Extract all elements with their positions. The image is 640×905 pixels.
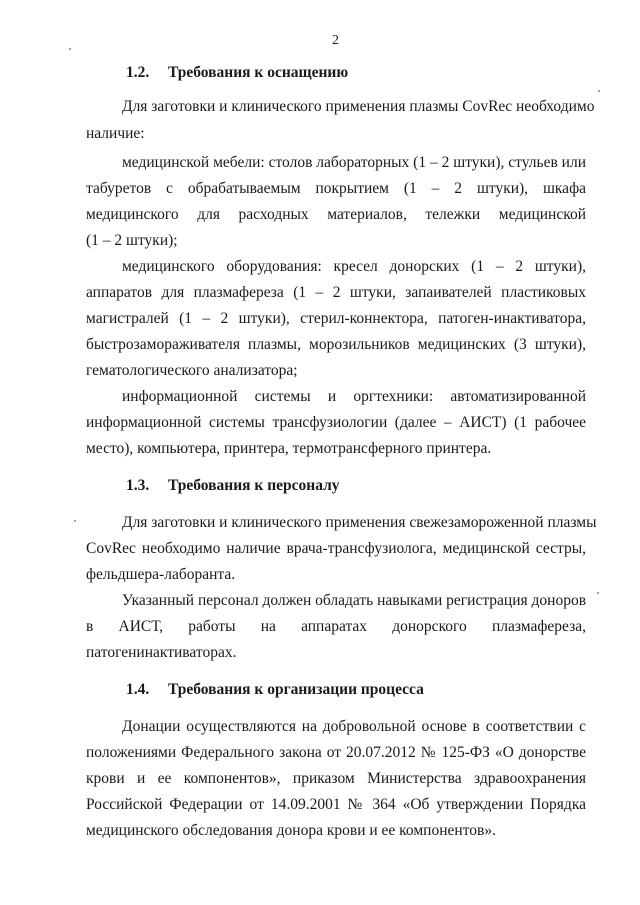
paragraph-line: медицинского обследования донора крови и ее компонентов». <box>86 822 496 839</box>
paragraph-line: табуретов с обрабатываемым покрытием (1 – 2 штуки), шкафа <box>86 180 586 197</box>
paragraph-line: гематологического анализатора; <box>86 362 298 379</box>
paragraph-line: фельдшера-лаборанта. <box>86 566 236 583</box>
section-title: Требования к оснащению <box>168 64 349 81</box>
paragraph-line: медицинского оборудования: кресел донорских (1 – 2 штуки), <box>122 258 586 275</box>
paragraph-line: место), компьютера, принтера, термотрансферного принтера. <box>86 440 492 457</box>
paragraph-line: (1 – 2 штуки); <box>86 232 178 249</box>
section-title: Требования к организации процесса <box>168 681 424 698</box>
section-heading-1-3 <box>126 477 340 495</box>
paragraph-line: Российской Федерации от 14.09.2001 № 364 «Об утверждении Порядка <box>86 796 586 813</box>
paragraph-line: крови и ее компонентов», приказом Министерства здравоохранения <box>86 770 586 787</box>
section-number: 1.3. <box>126 477 150 494</box>
section-number: 1.4. <box>126 681 150 698</box>
scan-speck <box>597 592 599 594</box>
paragraph-line: в АИСТ, работы на аппаратах донорского плазмафереза, <box>86 618 586 635</box>
paragraph-line: CovRec необходимо наличие врача-трансфузиолога, медицинской сестры, <box>86 540 586 557</box>
section-heading-1-2 <box>126 64 348 82</box>
paragraph-line: информационной системы трансфузиологии (далее – АИСТ) (1 рабочее <box>86 414 586 431</box>
section-title: Требования к персоналу <box>168 477 340 494</box>
paragraph-line: положениями Федерального закона от 20.07.2012 № 125-ФЗ «О донорстве <box>86 744 586 761</box>
scan-speck <box>598 90 600 92</box>
paragraph-line: информационной системы и оргтехники: автоматизированной <box>122 388 586 405</box>
paragraph-line: Донации осуществляются на добровольной основе в соответствии с <box>122 718 586 735</box>
page-number: 2 <box>332 33 339 48</box>
paragraph-line: Для заготовки и клинического применения плазмы CovRec необходимо <box>122 98 595 115</box>
section-number: 1.2. <box>126 64 150 81</box>
paragraph-line: быстрозамораживателя плазмы, морозильников медицинских (3 штуки), <box>86 336 586 353</box>
paragraph-line: аппаратов для плазмафереза (1 – 2 штуки, запаивателей пластиковых <box>86 284 586 301</box>
paragraph-line: Указанный персонал должен обладать навыками регистрация доноров <box>122 592 587 609</box>
paragraph-line: Для заготовки и клинического применения свежезамороженной плазмы <box>122 514 597 531</box>
paragraph-line: патогенинактиваторах. <box>86 644 237 661</box>
paragraph-line: медицинской мебели: столов лабораторных (1 – 2 штуки), стульев или <box>122 154 586 171</box>
scan-speck <box>74 520 76 522</box>
scan-speck <box>69 48 71 50</box>
section-heading-1-4 <box>126 681 424 699</box>
paragraph-line: медицинского для расходных материалов, тележки медицинской <box>86 206 586 223</box>
paragraph-line: магистралей (1 – 2 штуки), стерил-коннектора, патоген-инактиватора, <box>86 310 586 327</box>
paragraph-line: наличие: <box>86 125 145 142</box>
